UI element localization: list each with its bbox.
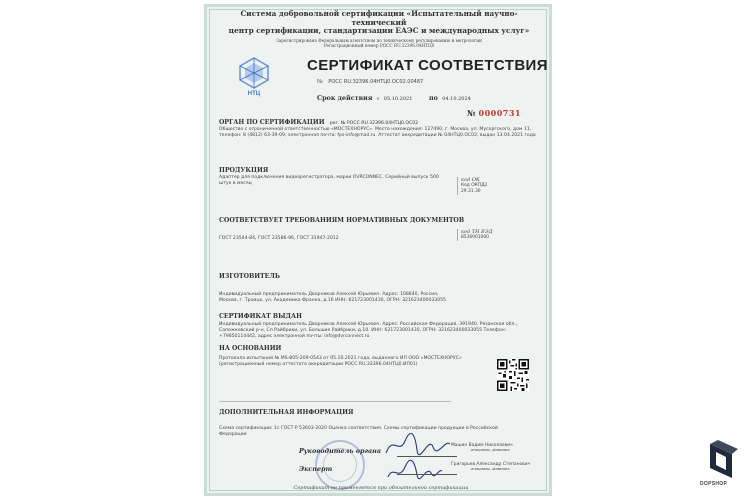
product-text: Адаптер для подключения видеорегистратора, марки OVRCONNEC. Серийный выпуск 500 штук в месяц	[219, 175, 439, 187]
maker-text: Индивидуальный предприниматель Дворников Алексей Юрьевич. Адрес: 108840, Россия, Москва, г. Троицк, ул. Академика Франка, д.16 ИНН: 621723001430, ОГРН: 321623400033055	[219, 292, 446, 304]
signature-head-icon	[383, 431, 453, 459]
footer-note: Сертификат не применяется при обязательной сертификации	[293, 485, 469, 491]
head-name-text: Машин Вадим Николаевич	[451, 443, 513, 448]
head-signature-line	[397, 456, 457, 457]
head-name	[451, 443, 513, 452]
expert-label: Эксперт	[299, 465, 333, 473]
basis-heading: НА ОСНОВАНИИ	[219, 345, 282, 352]
certificate-title: СЕРТИФИКАТ СООТВЕТСТВИЯ	[307, 57, 548, 74]
header-line-3: Зарегистрирована Федеральным агентством по техническому регулированию и метрологии	[276, 38, 482, 43]
number-sign: №	[317, 79, 323, 85]
validity-from-prefix: с	[376, 96, 380, 102]
organ-reg: рег. № РОСС RU.32396.04НТЦ0.ОС02	[329, 121, 419, 126]
qr-code-icon	[497, 359, 529, 391]
okpd-sub: Код ОКПД2	[461, 183, 488, 188]
header-line-2: центр сертификации, стандартизации ЕАЭС и международных услуг»	[228, 26, 530, 36]
header-line-1: Система добровольной сертификации «Испытательный научно-технический	[240, 9, 518, 27]
issued-heading: СЕРТИФИКАТ ВЫДАН	[219, 313, 302, 320]
expert-signature-line	[397, 474, 457, 475]
serial-number	[467, 108, 521, 118]
maker-heading: ИЗГОТОВИТЕЛЬ	[219, 273, 280, 280]
serial-sign: №	[467, 108, 476, 118]
validity-label: Срок действия	[317, 94, 373, 102]
issuer-header	[221, 10, 537, 36]
validity-period	[317, 94, 471, 102]
okpd-label: код ОК	[461, 177, 480, 183]
basis-text: Протокола испытаний № MS-805-209-0543 от 05.10.2021 года, выданного ИЛ ООО «МОСТЕХНОРУС» (регистрационный номер аттестата аккредитации РОСС RU.32396.04НТЦ0.ИЛ01)	[219, 356, 462, 368]
ntc-logo-icon	[237, 57, 271, 89]
issued-text: Индивидуальный предприниматель Дворников Алексей Юрьевич. Адрес: Российская Федерация, 391940, Рязанская обл., Сапожковский р-н, Сп Райбрики, ул. Большие Райбрики, д.10. ИНН: 621723001430, ОГРН: 321623400033055 Телефон: +79850114442, адрес электронной почты: info@dvrconnect.ru	[219, 322, 518, 340]
validity-to-prefix: по	[429, 94, 438, 102]
certificate	[204, 4, 552, 496]
extra-heading: ДОПОЛНИТЕЛЬНАЯ ИНФОРМАЦИЯ	[219, 409, 354, 416]
validity-from: 05.10.2021	[383, 96, 413, 102]
organ-heading	[219, 119, 418, 126]
validity-to-group	[429, 94, 471, 102]
conform-heading: СООТВЕТСТВУЕТ ТРЕБОВАНИЯМ НОРМАТИВНЫХ ДОКУМЕНТОВ	[219, 217, 465, 224]
header-line-4: Регистрационный номер РОСС RU.32396.04НТЦ0	[323, 43, 435, 48]
validity-to: 04.10.2024	[442, 96, 471, 102]
tnved-value: 8536901000	[461, 235, 489, 240]
watermark-text: DOPSHOP	[700, 481, 728, 487]
conform-text: ГОСТ 23544-84, ГОСТ 23586-96, ГОСТ 31947-2012	[219, 236, 339, 241]
head-label: Руководитель органа	[299, 447, 381, 455]
extra-text: Схема сертификации: 1с ГОСТ Р 53603-2020 Оценка соответствия. Схемы сертификации продукции в Российской Федерации	[219, 426, 498, 438]
expert-name-sub: инициалы, фамилия	[471, 467, 510, 471]
expert-name-text: Григорьев Александр Степанович	[451, 462, 531, 467]
tnved-label: код ТН ВЭД	[461, 229, 493, 235]
registration-value: РОСС RU.32396.04НТЦ0.ОС02.00487	[328, 79, 424, 85]
expert-name	[451, 462, 530, 471]
issuer-subheader	[221, 38, 537, 48]
tnved-block	[457, 229, 533, 241]
registration-number	[317, 79, 423, 85]
head-name-sub: инициалы, фамилия	[471, 448, 510, 452]
product-heading: ПРОДУКЦИЯ	[219, 167, 269, 174]
okpd-block	[457, 177, 533, 195]
okpd-value: 29.31.30	[461, 189, 481, 194]
logo-text: НТЦ	[247, 91, 261, 97]
organ-text: Общество с ограниченной ответственностью «МОСТЕХНОРУС». Место нахождения: 127490, г. Москва, ул. Мусоргского, дом 11, телефон: 8 (4812) 63-39-09, электронная почта: fps-info@mail.ru. Аттестат аккредитации № 04НТЦ0.ОС02, выдан 13.04.2021 года	[219, 127, 536, 139]
serial-value: 0000731	[478, 108, 521, 118]
organ-heading-text: ОРГАН ПО СЕРТИФИКАЦИИ	[219, 119, 325, 126]
divider	[219, 401, 451, 402]
signature-expert-icon	[385, 459, 445, 483]
